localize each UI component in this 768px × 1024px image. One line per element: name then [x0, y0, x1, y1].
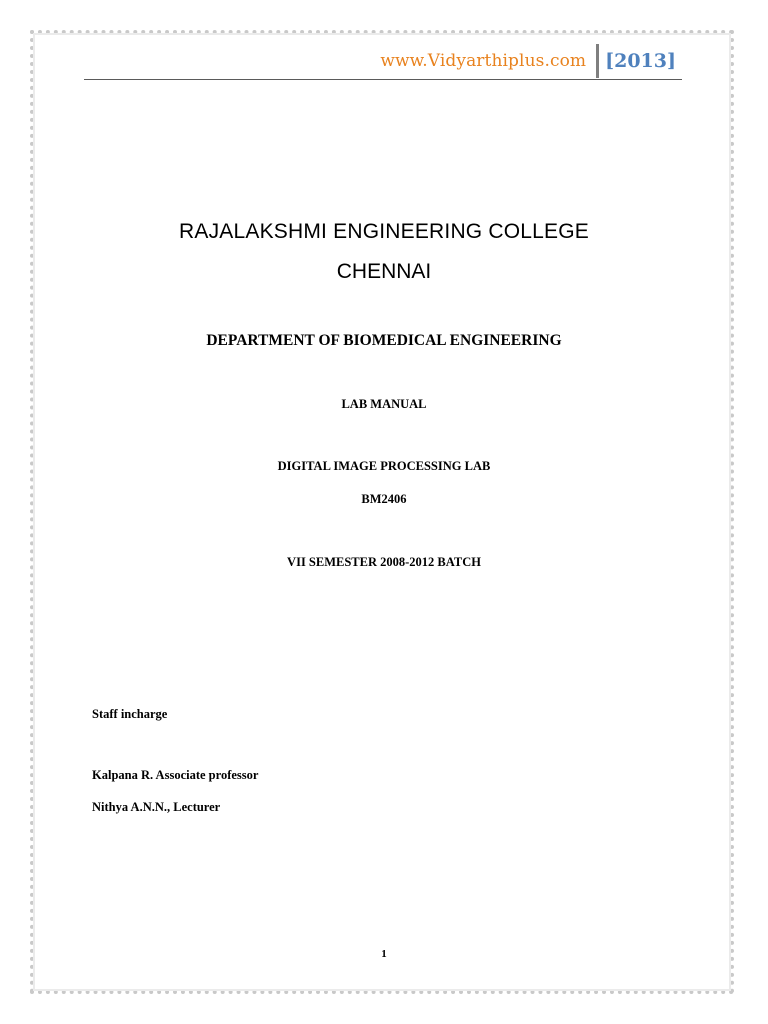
page-number: 1: [381, 948, 387, 960]
course-code: BM2406: [361, 492, 407, 506]
college-name: RAJALAKSHMI ENGINEERING COLLEGE: [179, 220, 589, 243]
department-name: DEPARTMENT OF BIOMEDICAL ENGINEERING: [206, 332, 562, 349]
page-header: [380, 44, 676, 78]
header-rule: [84, 79, 682, 80]
college-city: CHENNAI: [336, 260, 432, 283]
staff-member: Kalpana R. Associate professor: [92, 768, 259, 782]
document-type: LAB MANUAL: [341, 397, 427, 411]
website-link[interactable]: www.Vidyarthiplus.com: [380, 51, 587, 71]
page-border: [30, 30, 734, 994]
header-year: [2013]: [605, 50, 676, 72]
lab-name: DIGITAL IMAGE PROCESSING LAB: [277, 459, 491, 473]
semester-batch: VII SEMESTER 2008-2012 BATCH: [287, 555, 481, 569]
header-divider: [596, 44, 599, 78]
staff-member: Nithya A.N.N., Lecturer: [92, 800, 221, 814]
staff-heading: Staff incharge: [92, 707, 168, 721]
